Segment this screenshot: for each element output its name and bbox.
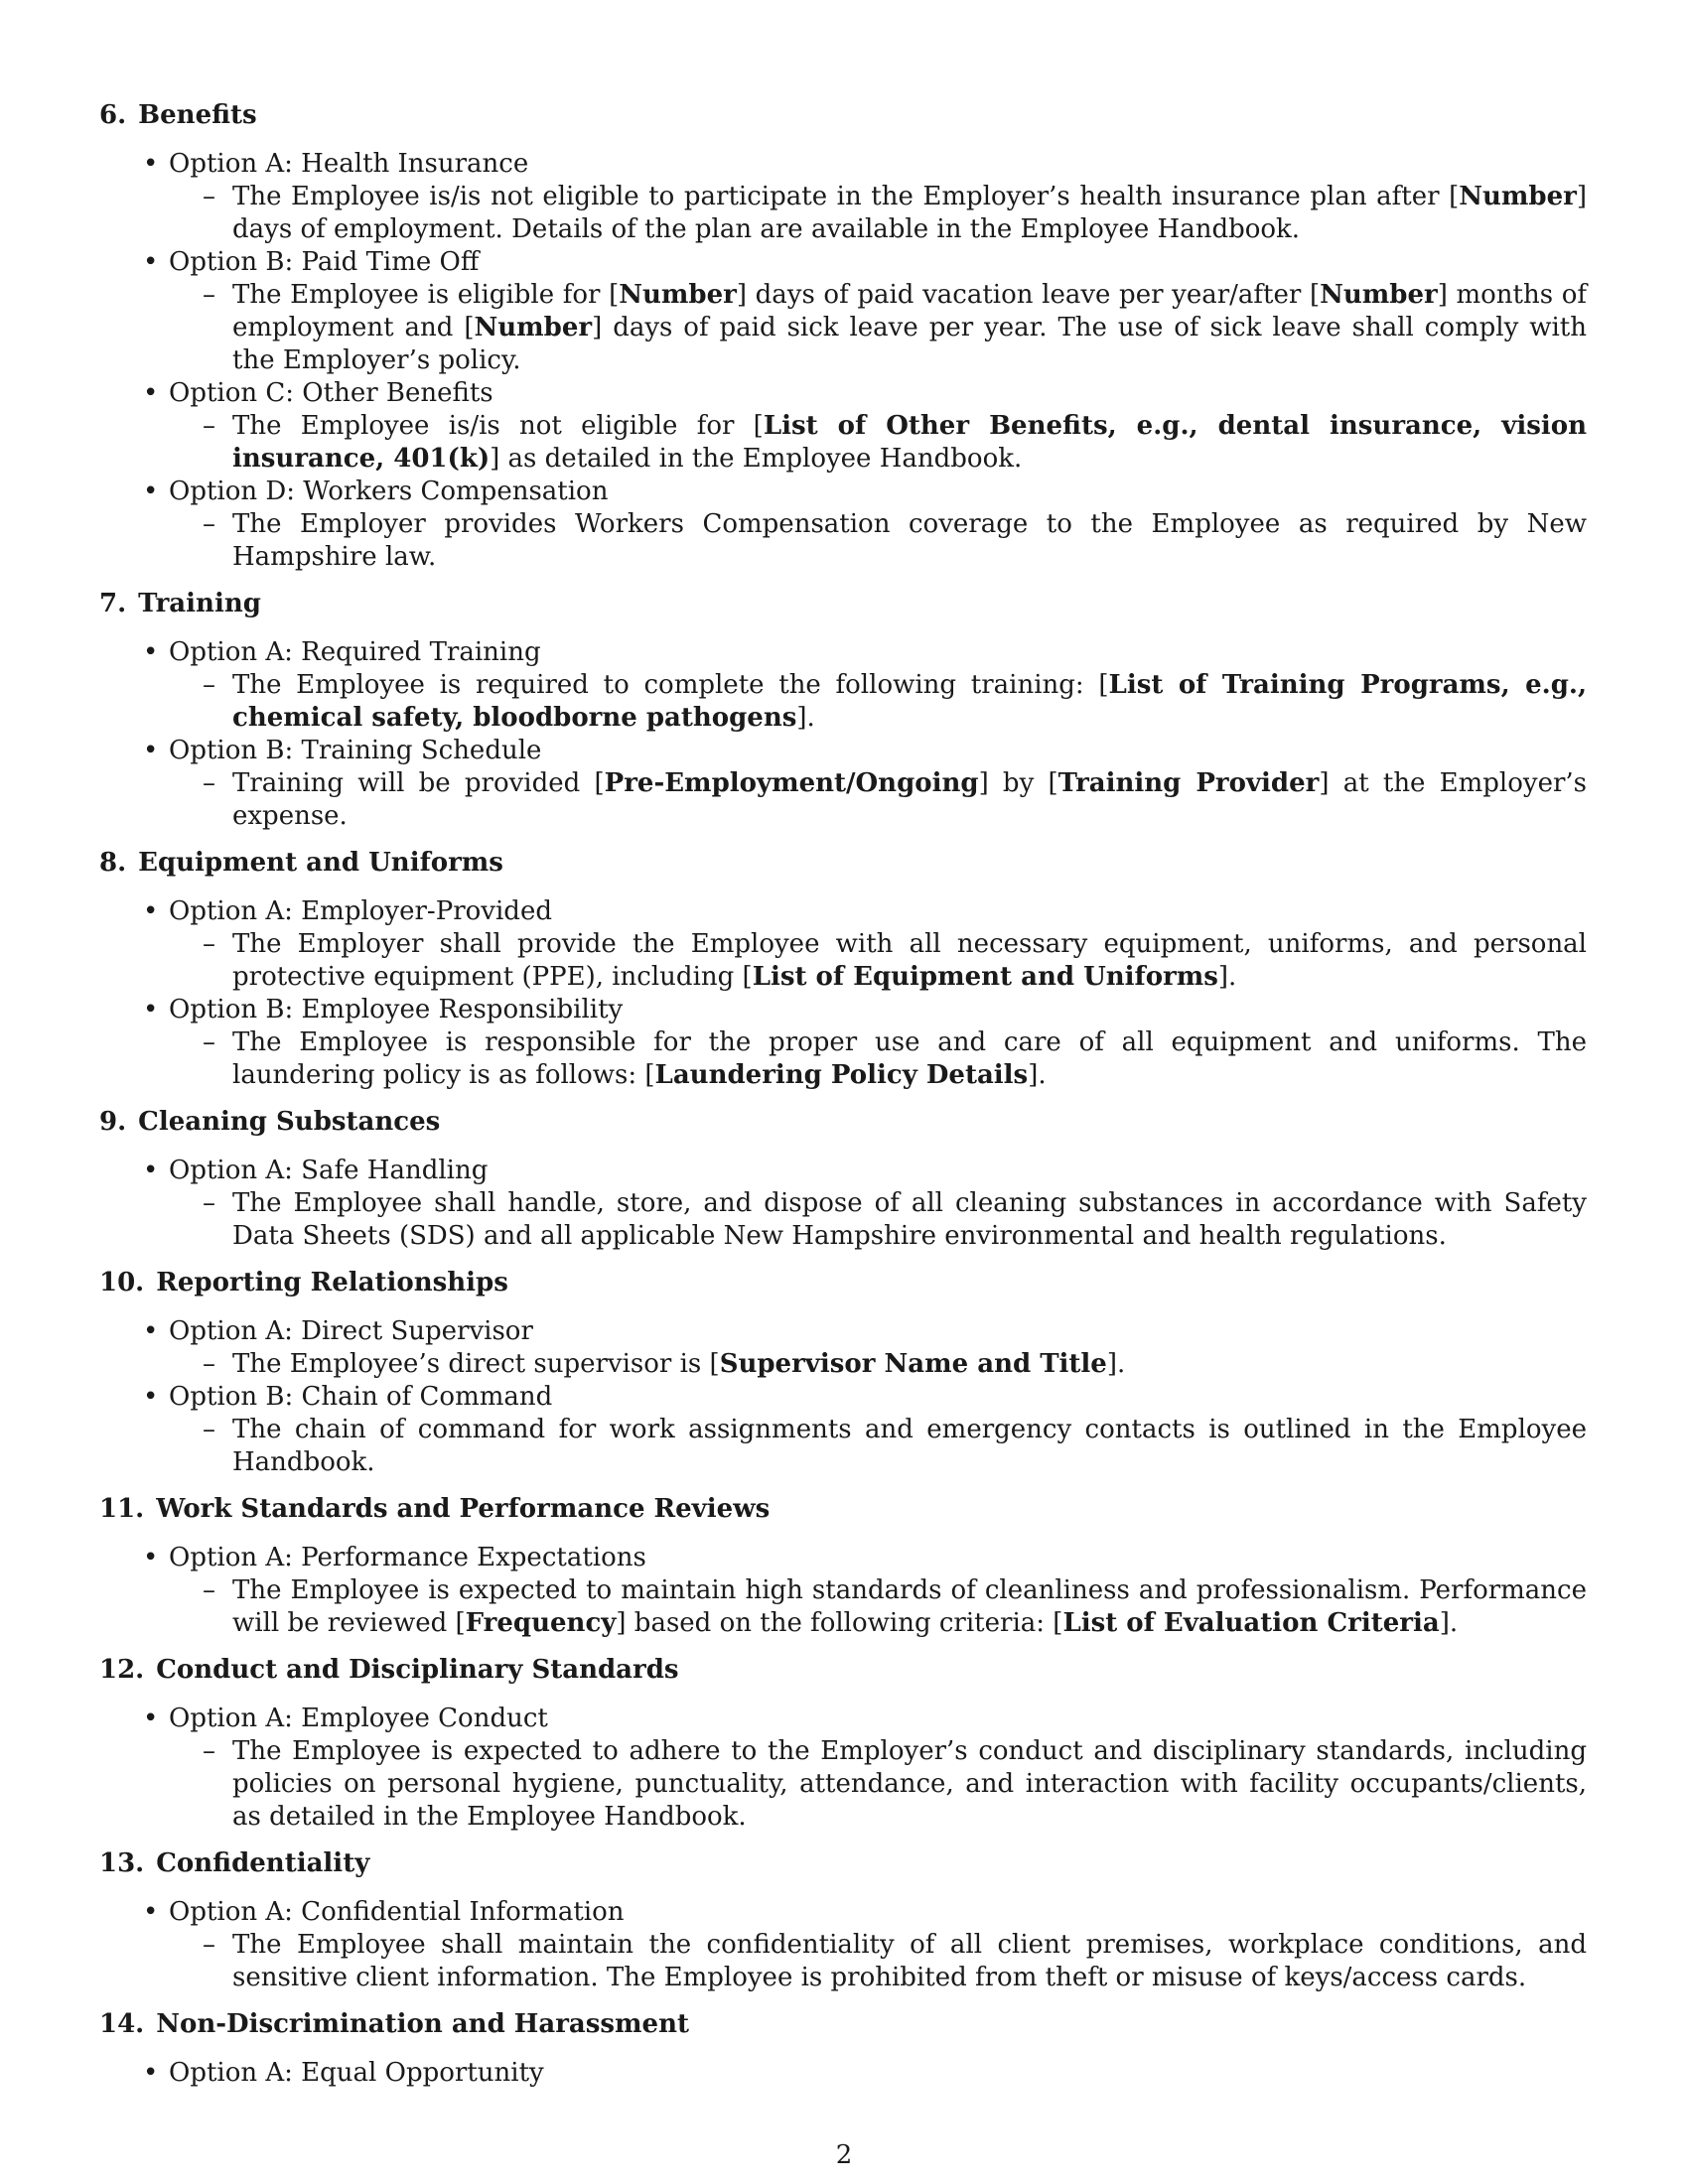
clause-segment: The Employee is expected to adhere to the Employer’s conduct and disciplinary standards, including policies on personal hygiene, punctuality, attendance, and interaction with facility occupants/clients, as detailed in the Employee Handbook. xyxy=(232,1736,1587,1832)
placeholder-field: List of Equipment and Uniforms xyxy=(752,962,1218,992)
clause-segment: ] days of paid sick leave per year. The use of sick leave shall comply with the Employer’s policy. xyxy=(232,313,1588,375)
clause-segment: The chain of command for work assignments and emergency contacts is outlined in the Employee Handbook. xyxy=(232,1415,1587,1477)
clause-segment: The Employer shall provide the Employee with all necessary equipment, uniforms, and personal protective equipment (PPE), including [ xyxy=(232,929,1587,992)
clause-segment: The Employee is/is not eligible for [ xyxy=(232,411,764,441)
option-label: Option A: Required Training xyxy=(169,637,541,667)
section-number: 14. xyxy=(99,2009,145,2039)
clause-segment: The Employee’s direct supervisor is [ xyxy=(232,1349,720,1379)
section-number: 13. xyxy=(99,1848,145,1878)
section-title: Non-Discrimination and Harassment xyxy=(156,2009,690,2039)
section-number: 10. xyxy=(99,1268,145,1297)
clause-text xyxy=(232,1414,1587,1479)
section-heading xyxy=(99,1493,1589,1526)
section xyxy=(99,99,1589,574)
clause-segment: ] as detailed in the Employee Handbook. xyxy=(490,444,1023,474)
option-label: Option B: Chain of Command xyxy=(169,1382,553,1412)
section-number: 9. xyxy=(99,1107,127,1137)
section-title: Cleaning Substances xyxy=(138,1107,441,1137)
placeholder-field: Frequency xyxy=(465,1608,617,1638)
clause-text xyxy=(232,508,1587,574)
option-list xyxy=(99,1703,1589,1834)
clause-list xyxy=(169,1187,1589,1253)
option-item xyxy=(169,895,1589,994)
placeholder-field: Number xyxy=(1320,280,1438,310)
clause-segment: ] months of employment and [ xyxy=(232,280,1587,342)
section xyxy=(99,2008,1589,2090)
option-label: Option A: Employer-Provided xyxy=(169,896,552,926)
placeholder-field: Supervisor Name and Title xyxy=(719,1349,1107,1379)
clause-segment: The Employee is responsible for the proper use and care of all equipment and uniforms. The laundering policy is as follows: [ xyxy=(232,1027,1587,1090)
section-heading xyxy=(99,1847,1589,1880)
placeholder-field: List of Training Programs, e.g., chemical safety, bloodborne pathogens xyxy=(232,670,1587,733)
section xyxy=(99,1267,1589,1479)
option-list xyxy=(99,636,1589,833)
clause-segment: The Employee shall handle, store, and dispose of all cleaning substances in accordance with Safety Data Sheets (SDS) and all applicable New Hampshire environmental and health regulations. xyxy=(232,1188,1587,1251)
clause-text xyxy=(232,1929,1587,1994)
section-heading xyxy=(99,1654,1589,1687)
clause-text xyxy=(232,410,1587,476)
option-item xyxy=(169,735,1589,833)
section-heading xyxy=(99,847,1589,880)
option-item xyxy=(169,246,1589,377)
option-item xyxy=(169,1381,1589,1479)
section-title: Confidentiality xyxy=(156,1848,370,1878)
placeholder-field: Number xyxy=(474,313,593,342)
option-label: Option C: Other Benefits xyxy=(169,378,493,408)
section-title: Conduct and Disciplinary Standards xyxy=(156,1655,679,1685)
clause-list xyxy=(169,1026,1589,1092)
clause-segment: ] days of employment. Details of the plan are available in the Employee Handbook. xyxy=(232,182,1587,244)
clause-list xyxy=(169,410,1589,476)
clause-segment: The Employee shall maintain the confidentiality of all client premises, workplace conditions, and sensitive client information. The Employee is prohibited from theft or misuse of keys/access cards. xyxy=(232,1930,1587,1992)
section-title: Equipment and Uniforms xyxy=(138,848,503,878)
clause-segment: ]. xyxy=(1439,1608,1459,1638)
section-title: Training xyxy=(138,589,261,618)
section-number: 6. xyxy=(99,100,127,130)
placeholder-field: Training Provider xyxy=(1057,768,1320,798)
option-list xyxy=(99,1896,1589,1994)
clause-list xyxy=(169,1735,1589,1834)
clause-segment: The Employee is expected to maintain high standards of cleanliness and professionalism. Performance will be reviewed [ xyxy=(232,1575,1587,1638)
clause-segment: The Employee is/is not eligible to participate in the Employer’s health insurance plan after [ xyxy=(232,182,1460,211)
option-label: Option D: Workers Compensation xyxy=(169,477,609,506)
option-label: Option A: Direct Supervisor xyxy=(169,1316,533,1346)
clause-list xyxy=(169,508,1589,574)
clause-segment: ]. xyxy=(1106,1349,1126,1379)
clause-text xyxy=(232,1735,1587,1834)
clause-list xyxy=(169,279,1589,377)
section xyxy=(99,588,1589,833)
section xyxy=(99,1493,1589,1640)
clause-list xyxy=(169,1414,1589,1479)
document-body xyxy=(99,99,1589,2104)
option-list xyxy=(99,2057,1589,2090)
section-title: Benefits xyxy=(138,100,257,130)
option-list xyxy=(99,1155,1589,1253)
section-number: 12. xyxy=(99,1655,145,1685)
clause-text xyxy=(232,181,1587,246)
clause-segment: The Employer provides Workers Compensation coverage to the Employee as required by New Hampshire law. xyxy=(232,509,1587,572)
option-label: Option B: Employee Responsibility xyxy=(169,995,624,1024)
page-number: 2 xyxy=(835,2140,853,2170)
clause-segment: ]. xyxy=(1217,962,1237,992)
clause-text xyxy=(232,1348,1587,1381)
option-item xyxy=(169,1896,1589,1994)
option-label: Option A: Employee Conduct xyxy=(169,1704,548,1733)
clause-segment: Training will be provided [ xyxy=(232,768,605,798)
clause-segment: ] by [ xyxy=(978,768,1058,798)
placeholder-field: Pre-Employment/Ongoing xyxy=(604,768,979,798)
section-heading xyxy=(99,1106,1589,1139)
section-heading xyxy=(99,99,1589,132)
option-label: Option A: Health Insurance xyxy=(169,149,529,179)
clause-text xyxy=(232,1026,1587,1092)
clause-text xyxy=(232,669,1587,735)
option-item xyxy=(169,636,1589,735)
clause-segment: ]. xyxy=(1028,1060,1047,1090)
option-label: Option B: Training Schedule xyxy=(169,736,542,765)
clause-segment: ] at the Employer’s expense. xyxy=(232,768,1588,831)
option-label: Option B: Paid Time Off xyxy=(169,247,480,277)
clause-list xyxy=(169,767,1589,833)
placeholder-field: List of Evaluation Criteria xyxy=(1062,1608,1440,1638)
option-label: Option A: Equal Opportunity xyxy=(169,2058,544,2088)
option-label: Option A: Confidential Information xyxy=(169,1897,625,1927)
clause-list xyxy=(169,1348,1589,1381)
clause-list xyxy=(169,181,1589,246)
option-item xyxy=(169,1703,1589,1834)
placeholder-field: Number xyxy=(1459,182,1577,211)
clause-segment: The Employee is required to complete the following training: [ xyxy=(232,670,1109,700)
option-item xyxy=(169,2057,1589,2090)
section xyxy=(99,847,1589,1092)
section-heading xyxy=(99,1267,1589,1299)
clause-list xyxy=(169,669,1589,735)
section-heading xyxy=(99,2008,1589,2041)
section-title: Reporting Relationships xyxy=(156,1268,508,1297)
option-item xyxy=(169,476,1589,574)
option-list xyxy=(99,895,1589,1092)
clause-text xyxy=(232,767,1587,833)
clause-list xyxy=(169,928,1589,994)
clause-text xyxy=(232,1187,1587,1253)
section-number: 8. xyxy=(99,848,127,878)
option-list xyxy=(99,148,1589,574)
clause-list xyxy=(169,1929,1589,1994)
section xyxy=(99,1654,1589,1834)
option-label: Option A: Safe Handling xyxy=(169,1156,489,1185)
section-heading xyxy=(99,588,1589,620)
section xyxy=(99,1106,1589,1253)
option-item xyxy=(169,377,1589,476)
option-item xyxy=(169,994,1589,1092)
option-list xyxy=(99,1542,1589,1640)
clause-text xyxy=(232,279,1587,377)
clause-segment: The Employee is eligible for [ xyxy=(232,280,620,310)
placeholder-field: List of Other Benefits, e.g., dental insurance, vision insurance, 401(k) xyxy=(232,411,1587,474)
option-item xyxy=(169,148,1589,246)
clause-segment: ]. xyxy=(796,703,815,733)
clause-segment: ] based on the following criteria: [ xyxy=(616,1608,1063,1638)
option-item xyxy=(169,1155,1589,1253)
option-label: Option A: Performance Expectations xyxy=(169,1543,646,1572)
section xyxy=(99,1847,1589,1994)
clause-segment: ] days of paid vacation leave per year/after [ xyxy=(736,280,1321,310)
clause-text xyxy=(232,928,1587,994)
option-item xyxy=(169,1315,1589,1381)
section-number: 7. xyxy=(99,589,127,618)
clause-text xyxy=(232,1574,1587,1640)
option-list xyxy=(99,1315,1589,1479)
section-title: Work Standards and Performance Reviews xyxy=(156,1494,771,1524)
placeholder-field: Number xyxy=(619,280,737,310)
placeholder-field: Laundering Policy Details xyxy=(654,1060,1029,1090)
section-number: 11. xyxy=(99,1494,145,1524)
clause-list xyxy=(169,1574,1589,1640)
option-item xyxy=(169,1542,1589,1640)
